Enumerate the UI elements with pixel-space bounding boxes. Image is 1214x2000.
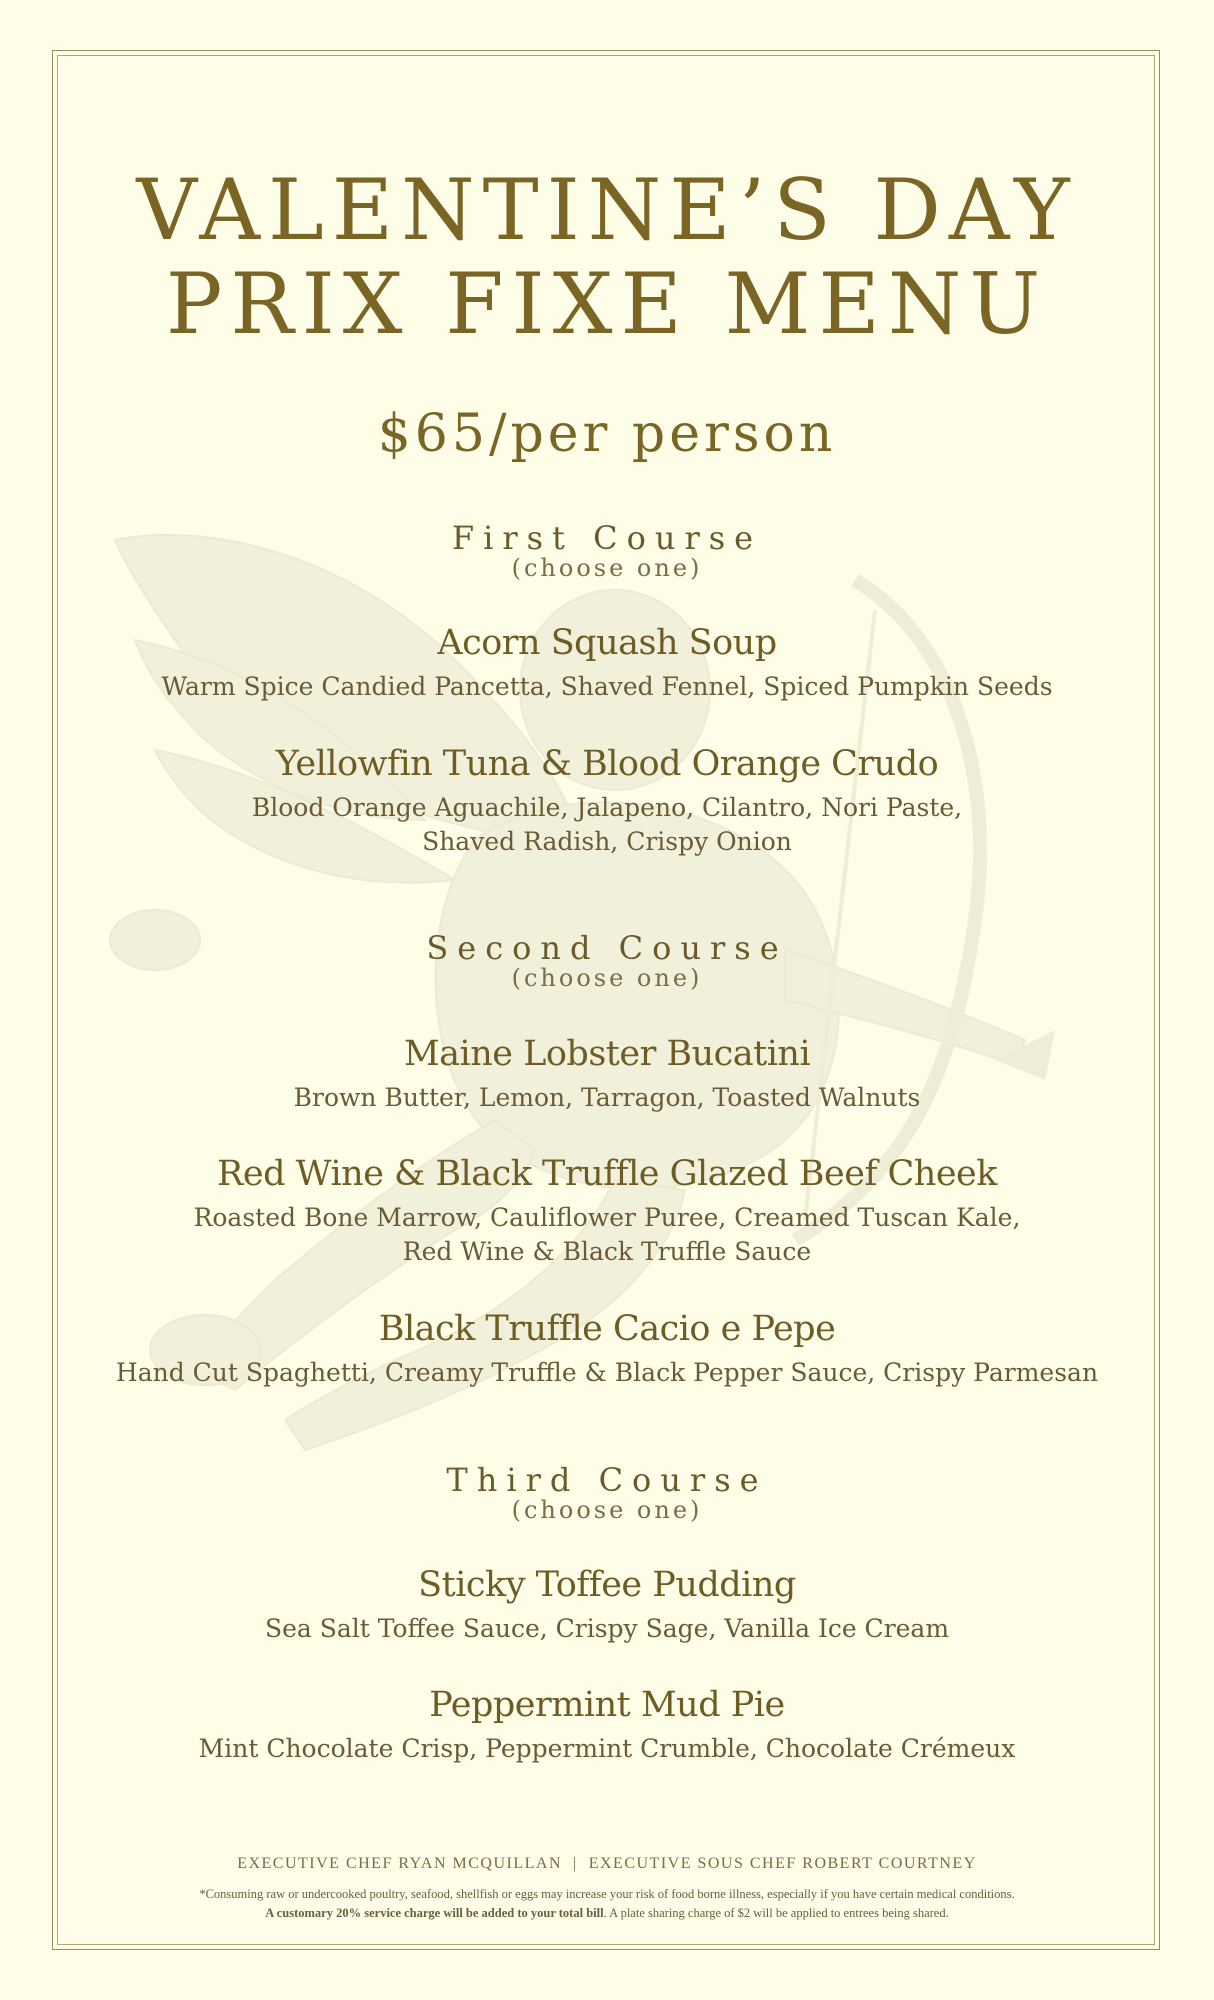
dish-description: Mint Chocolate Crisp, Peppermint Crumble, Chocolate Crémeux — [198, 1734, 1016, 1763]
course-note-first: (choose one) — [511, 554, 703, 582]
service-charge-bold: A customary 20% service charge will be added to your total bill — [265, 1906, 604, 1920]
dish-description: Shaved Radish, Crispy Onion — [422, 827, 792, 856]
food-safety-disclaimer: *Consuming raw or undercooked poultry, seafood, shellfish or eggs may increase your risk of food borne illness, especially if you have certain medical conditions. — [199, 1887, 1015, 1901]
dish-name: Peppermint Mud Pie — [429, 1685, 785, 1725]
dish-description: Brown Butter, Lemon, Tarragon, Toasted Walnuts — [293, 1083, 921, 1112]
dish-description: Red Wine & Black Truffle Sauce — [402, 1237, 812, 1266]
plate-sharing-note: . A plate sharing charge of $2 will be applied to entrees being shared. — [603, 1906, 949, 1920]
dish-name: Black Truffle Cacio e Pepe — [378, 1309, 836, 1349]
dish-description: Roasted Bone Marrow, Cauliflower Puree, Creamed Tuscan Kale, — [193, 1203, 1021, 1232]
menu-price: $65/per person — [377, 404, 837, 464]
course-heading-third: Third Course — [446, 1461, 768, 1499]
course-heading-first: First Course — [451, 519, 763, 557]
course-heading-second: Second Course — [426, 929, 788, 967]
dish-description: Warm Spice Candied Pancetta, Shaved Fennel, Spiced Pumpkin Seeds — [161, 672, 1053, 701]
course-note-third: (choose one) — [511, 1496, 703, 1524]
dish-name: Yellowfin Tuna & Blood Orange Crudo — [275, 744, 939, 784]
course-note-second: (choose one) — [511, 964, 703, 992]
dish-description: Sea Salt Toffee Sauce, Crispy Sage, Vanilla Ice Cream — [264, 1614, 950, 1643]
chef-credits: EXECUTIVE CHEF RYAN MCQUILLAN | EXECUTIVE SOUS CHEF ROBERT COURTNEY — [237, 1855, 977, 1872]
dish-description: Hand Cut Spaghetti, Creamy Truffle & Black Pepper Sauce, Crispy Parmesan — [115, 1358, 1099, 1387]
service-charge-note — [0, 1907, 1214, 1920]
dish-name: Sticky Toffee Pudding — [418, 1565, 796, 1605]
dish-name: Acorn Squash Soup — [437, 623, 777, 663]
dish-description: Blood Orange Aguachile, Jalapeno, Cilantro, Nori Paste, — [251, 793, 963, 822]
menu-title-line-2: PRIX FIXE MENU — [165, 255, 1049, 353]
dish-name: Maine Lobster Bucatini — [403, 1034, 811, 1074]
dish-name: Red Wine & Black Truffle Glazed Beef Cheek — [217, 1154, 997, 1194]
menu-title-line-1: VALENTINE’S DAY — [136, 161, 1078, 259]
